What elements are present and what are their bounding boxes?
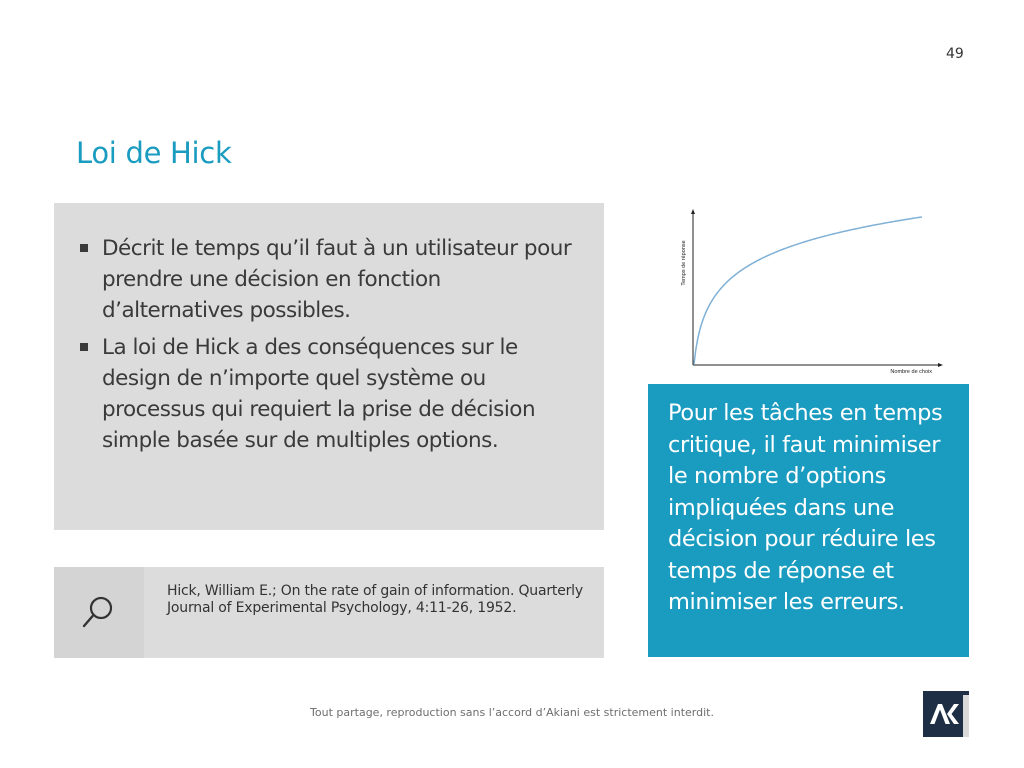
bullet-item	[78, 233, 578, 326]
reference-panel	[54, 567, 604, 658]
akiani-logo	[923, 691, 969, 737]
bullet-list	[78, 233, 578, 462]
highlight-callout	[648, 384, 969, 657]
reference-text: Hick, William E.; On the rate of gain of information. Quarterly Journal of Experimental Psychology, 4:11-26, 1952.	[167, 583, 583, 616]
square-bullet-icon	[80, 244, 88, 252]
hick-law-chart	[672, 207, 946, 381]
search-icon	[79, 595, 119, 631]
highlight-text: Pour les tâches en temps critique, il faut minimiser le nombre d’options impliquées dans une décision pour réduire les temps de réponse et minimiser les erreurs.	[668, 400, 943, 615]
bullet-text: La loi de Hick a des conséquences sur le design de n’importe quel système ou processus qui requiert la prise de décision simple basée sur de multiples options.	[102, 335, 536, 453]
chart-background	[672, 207, 946, 381]
footer-disclaimer: Tout partage, reproduction sans l’accord d’Akiani est strictement interdit.	[310, 706, 714, 719]
x-axis-label: Nombre de choix	[890, 369, 932, 375]
bullet-panel	[54, 203, 604, 530]
bullet-text: Décrit le temps qu’il faut à un utilisateur pour prendre une décision en fonction d’alternatives possibles.	[102, 236, 572, 323]
reference-icon-cell	[54, 567, 144, 658]
page-number: 49	[946, 46, 964, 62]
square-bullet-icon	[80, 343, 88, 351]
bullet-item	[78, 332, 578, 456]
slide-title: Loi de Hick	[76, 136, 232, 170]
y-axis-label: Temps de réponse	[681, 240, 687, 286]
